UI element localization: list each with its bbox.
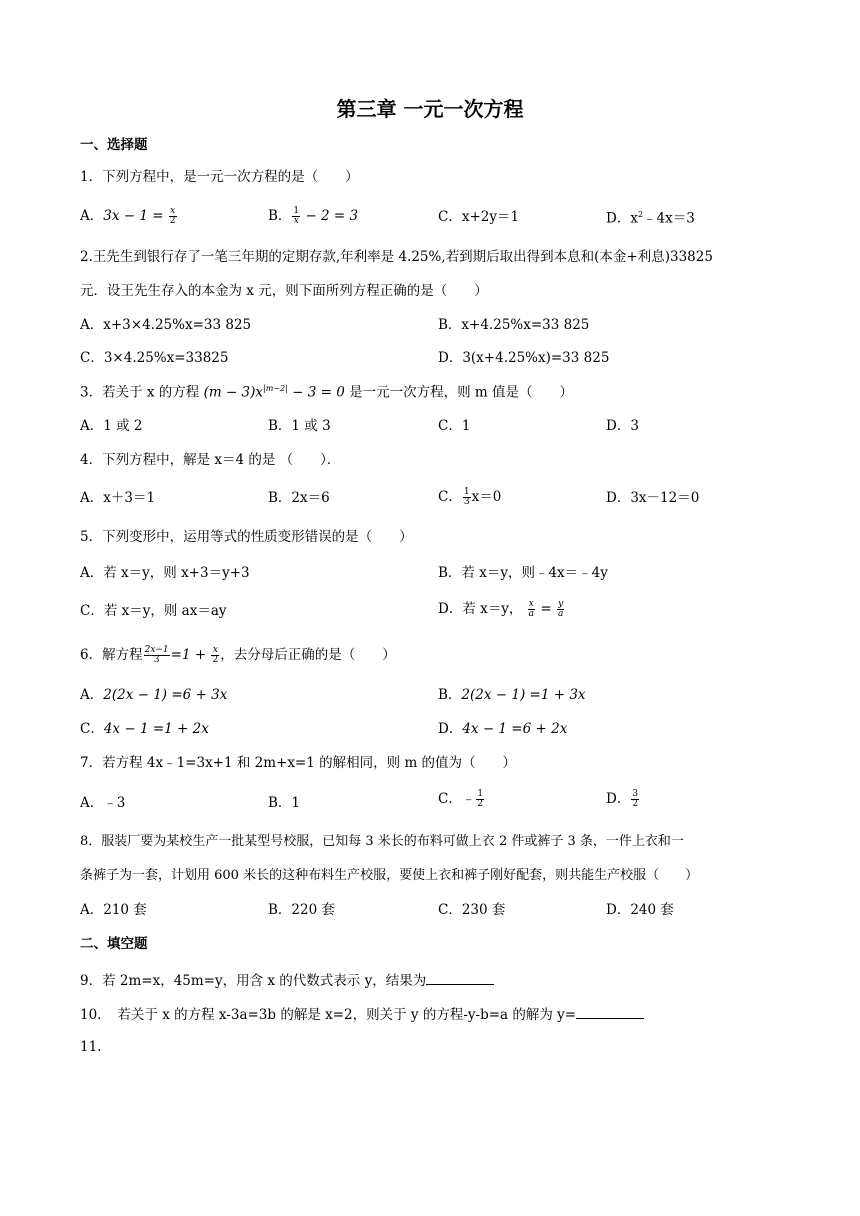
q2-stem-line1: 2.王先生到银行存了一笔三年期的定期存款,年利率是 4.25%,若到期后取出得到本息和(本金+利息)33825 — [80, 249, 713, 265]
q6-option-a: A．2(2x − 1) =6 + 3x — [80, 687, 228, 703]
q4-stem: 4．下列方程中，解是 x＝4 的是 （ ）． — [80, 452, 341, 468]
q4-option-b: B．2x＝6 — [268, 490, 330, 506]
q5-option-a: A．若 x＝y，则 x+3＝y+3 — [80, 565, 250, 581]
q8-stem-line2: 条裤子为一套，计划用 600 米长的这种布料生产校服，要使上衣和裤子刚好配套，则共能生产校服（ ） — [80, 868, 699, 883]
q2-option-a: A．x+3×4.25%x=33 825 — [80, 317, 252, 333]
section-heading-fill: 二、填空题 — [80, 936, 148, 952]
q6-option-c: C．4x − 1 =1 + 2x — [80, 721, 209, 737]
q2-option-d: D．3(x+4.25%x)=33 825 — [438, 350, 610, 366]
q2-stem-line2: 元．设王先生存入的本金为 x 元，则下面所列方程正确的是（ ） — [80, 283, 488, 299]
q7-stem: 7．若方程 4x﹣1=3x+1 和 2m+x=1 的解相同，则 m 的值为（ ） — [80, 755, 517, 771]
q8-option-b: B．220 套 — [268, 902, 335, 918]
q3-option-a: A．1 或 2 — [80, 418, 143, 434]
q1-option-b: B． $\frac{1}{x}$ − 2 = 3 — [268, 206, 359, 226]
q7-option-b: B．1 — [268, 795, 301, 811]
q8-option-d: D．240 套 — [606, 902, 674, 918]
q6-option-b: B．2(2x − 1) =1 + 3x — [438, 687, 586, 703]
q8-option-c: C．230 套 — [438, 902, 506, 918]
q4-option-c: C． $\frac{1}{3}$ x＝0 — [438, 487, 502, 507]
q8-stem-line1: 8．服装厂要为某校生产一批某型号校服，已知每 3 米长的布料可做上衣 2 件或裤子 3 条，一件上衣和一 — [80, 834, 684, 849]
q1-stem: 1．下列方程中，是一元一次方程的是（ ） — [80, 169, 359, 185]
q10-answer-blank[interactable] — [576, 1006, 644, 1019]
q10-stem: 10． 若关于 x 的方程 x-3a=3b 的解是 x=2，则关于 y 的方程-y-b=a 的解为 y= — [80, 1006, 644, 1024]
q7-option-d: D． $\frac{3}{2}$ — [606, 789, 639, 809]
section-heading-choice: 一、选择题 — [80, 137, 148, 153]
q8-option-a: A．210 套 — [80, 902, 147, 918]
q3-option-d: D．3 — [606, 418, 639, 434]
q9-answer-blank[interactable] — [426, 972, 494, 985]
q9-stem: 9．若 2m=x，45m=y，用含 x 的代数式表示 y，结果为 — [80, 972, 494, 990]
q2-option-c: C．3×4.25%x=33825 — [80, 350, 229, 366]
q1-option-a: A．3x − 1 = $\frac{x}{2}$ — [80, 206, 176, 226]
q1-option-d: D．$x^2﹣4x=3$ — [606, 210, 695, 227]
q5-option-b: B．若 x＝y，则﹣4x＝﹣4y — [438, 565, 608, 581]
q7-option-a: A．﹣3 — [80, 795, 126, 811]
q11-stem: 11. — [80, 1039, 102, 1055]
q4-option-d: D．3x－12＝0 — [606, 490, 700, 506]
q1-option-c: C．x+2y＝1 — [438, 209, 520, 225]
q3-option-b: B．1 或 3 — [268, 418, 331, 434]
q6-option-d: D．4x − 1 =6 + 2x — [438, 721, 568, 737]
q7-option-c: C．﹣ $\frac{1}{2}$ — [438, 789, 484, 809]
q5-stem: 5．下列变形中，运用等式的性质变形错误的是（ ） — [80, 529, 413, 545]
q4-option-a: A．x＋3＝1 — [80, 490, 156, 506]
q2-option-b: B．x+4.25%x=33 825 — [438, 317, 590, 333]
q6-stem: 6．解方程 $\frac{2x-1}{3}$ =1 + $\frac{x}{2}$ ，去分母后正确的是（ ） — [80, 645, 396, 665]
q3-stem: 3．若关于 x 的方程 $(m - 3)x^{|m-2|} - 3 = 0$ 是一元一次方程，则 m 值是（ ） — [80, 384, 573, 401]
q5-option-c: C．若 x＝y，则 ax＝ay — [80, 603, 227, 619]
q5-option-d: D．若 x＝y， $\frac{x}{a}$ = $\frac{y}{a}$ — [438, 599, 564, 619]
q3-option-c: C．1 — [438, 418, 471, 434]
page-title: 第三章 一元一次方程 — [336, 97, 524, 121]
